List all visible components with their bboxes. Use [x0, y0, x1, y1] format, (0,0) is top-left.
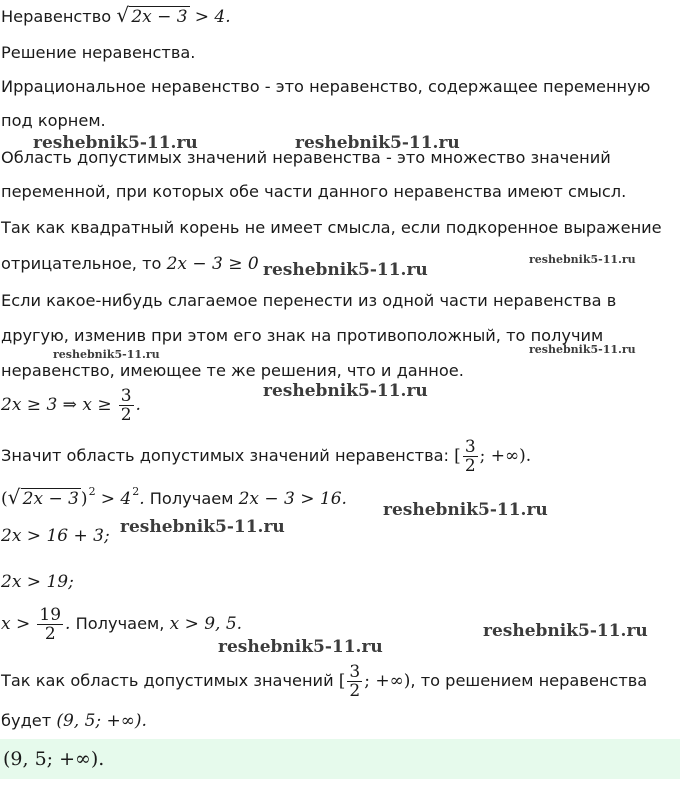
- step5: x > $\frac{19}{2}$ . Получаем, x > 9, 5.: [1, 605, 243, 644]
- para2-line1: Область допустимых значений неравенства - это множество значений: [1, 148, 611, 167]
- title-sqrt: √ 2x − 3: [116, 3, 188, 27]
- conclusion-line2: будет (9, 5; +∞).: [1, 711, 147, 731]
- answer-box: [0, 739, 680, 779]
- para2-line2: переменной, при которых обе части данного неравенства имеют смысл.: [1, 182, 627, 201]
- para3-line2: отрицательное, то 2x − 3 ≥ 0: [1, 254, 259, 274]
- title-line: [1, 3, 231, 28]
- watermark: reshebnik5-11.ru: [218, 637, 383, 657]
- title-rest: > 4.: [194, 7, 231, 27]
- watermark: reshebnik5-11.ru: [120, 517, 285, 537]
- answer-text: (9, 5; +∞).: [3, 748, 105, 770]
- para4-line3: неравенство, имеющее те же решения, что и данное.: [1, 361, 464, 380]
- watermark: reshebnik5-11.ru: [263, 381, 428, 401]
- step4: 2x > 19;: [1, 572, 74, 592]
- title-text: Неравенство: [1, 7, 112, 26]
- odz-condition: 2x − 3 ≥ 0: [166, 254, 259, 274]
- para4-line2: другую, изменив при этом его знак на противоположный, то получим: [1, 326, 604, 345]
- watermark: reshebnik5-11.ru: [529, 253, 636, 266]
- para1-line2: под корнем.: [1, 111, 106, 130]
- watermark: reshebnik5-11.ru: [53, 348, 160, 361]
- conclusion-line1: Так как область допустимых значений [ $\frac{3}{2}$ ; +∞), то решением неравенства: [1, 662, 648, 701]
- para1-line1: Иррациональное неравенство - это неравенство, содержащее переменную: [1, 77, 651, 96]
- odz-line: Значит область допустимых значений неравенства: [ $\frac{3}{2}$ ; +∞).: [1, 437, 532, 476]
- step2: ( √ 2x − 3 )$^2 > 4^2$. Получаем 2x − 3 > 16.: [1, 485, 347, 509]
- watermark: reshebnik5-11.ru: [263, 260, 428, 280]
- heading: Решение неравенства.: [1, 43, 196, 62]
- para4-line1: Если какое-нибудь слагаемое перенести из одной части неравенства в: [1, 291, 617, 310]
- watermark: reshebnik5-11.ru: [295, 133, 460, 153]
- step1: 2x ≥ 3 ⇒ x ≥ $\frac{3}{2}$ .: [1, 386, 141, 425]
- para3-line1: Так как квадратный корень не имеет смысла, если подкоренное выражение: [1, 218, 662, 237]
- watermark: reshebnik5-11.ru: [33, 133, 198, 153]
- watermark: reshebnik5-11.ru: [529, 343, 636, 356]
- watermark: reshebnik5-11.ru: [383, 500, 548, 520]
- step3: 2x > 16 + 3;: [1, 526, 110, 546]
- watermark: reshebnik5-11.ru: [483, 621, 648, 641]
